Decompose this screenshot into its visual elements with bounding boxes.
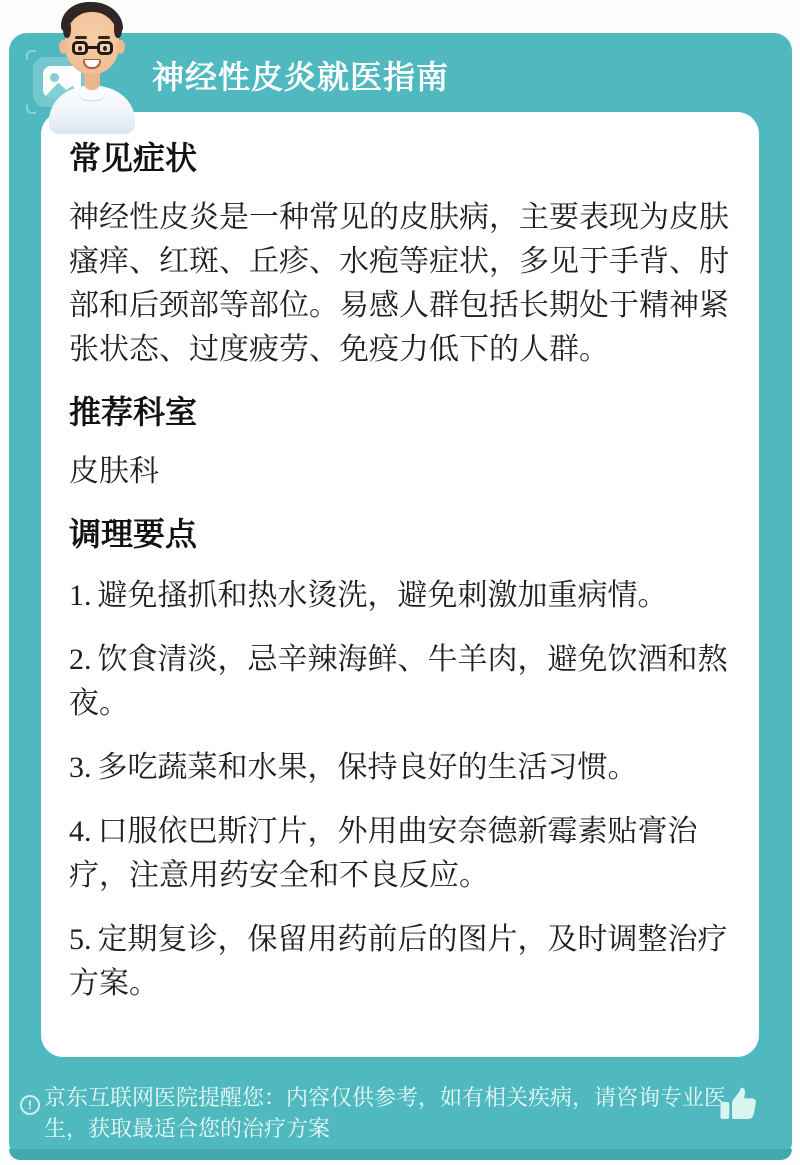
panel-bottom-edge	[9, 1149, 792, 1160]
department-value: 皮肤科	[69, 455, 159, 488]
symptoms-paragraph: 神经性皮炎是一种常见的皮肤病，主要表现为皮肤瘙痒、红斑、丘疹、水疱等症状，多见于手背、肘部和后颈部等部位。易感人群包括长期处于精神紧张状态、过度疲劳、免疫力低下的人群。	[69, 201, 729, 366]
care-item-4: 4. 口服依巴斯汀片，外用曲安奈德新霉素贴膏治疗，注意用药安全和不良反应。	[69, 815, 698, 892]
disclaimer-text: 京东互联网医院提醒您：内容仅供参考，如有相关疾病，请咨询专业医生，获取最适合您的治疗方案	[44, 1085, 727, 1141]
viewfinder-corner-icon	[26, 104, 36, 114]
care-item-1: 1. 避免搔抓和热水烫洗，避免刺激加重病情。	[69, 579, 668, 612]
department-heading: 推荐科室	[69, 394, 198, 430]
viewfinder-corner-icon	[26, 50, 36, 60]
guide-card	[41, 112, 759, 1057]
care-item-3: 3. 多吃蔬菜和水果，保持良好的生活习惯。	[69, 751, 638, 784]
care-heading: 调理要点	[69, 516, 198, 552]
care-item-2: 2. 饮食清淡，忌辛辣海鲜、牛羊肉，避免饮酒和熬夜。	[69, 643, 728, 720]
doctor-avatar	[46, 4, 138, 134]
thumbs-up-icon[interactable]	[715, 1084, 761, 1126]
care-item-5: 5. 定期复诊，保留用药前后的图片，及时调整治疗方案。	[69, 923, 728, 1000]
teal-panel	[9, 33, 792, 1160]
info-icon: !	[20, 1095, 40, 1115]
disclaimer-footer	[20, 1082, 728, 1144]
symptoms-heading: 常见症状	[69, 140, 198, 176]
page-title: 神经性皮炎就医指南	[152, 59, 450, 95]
